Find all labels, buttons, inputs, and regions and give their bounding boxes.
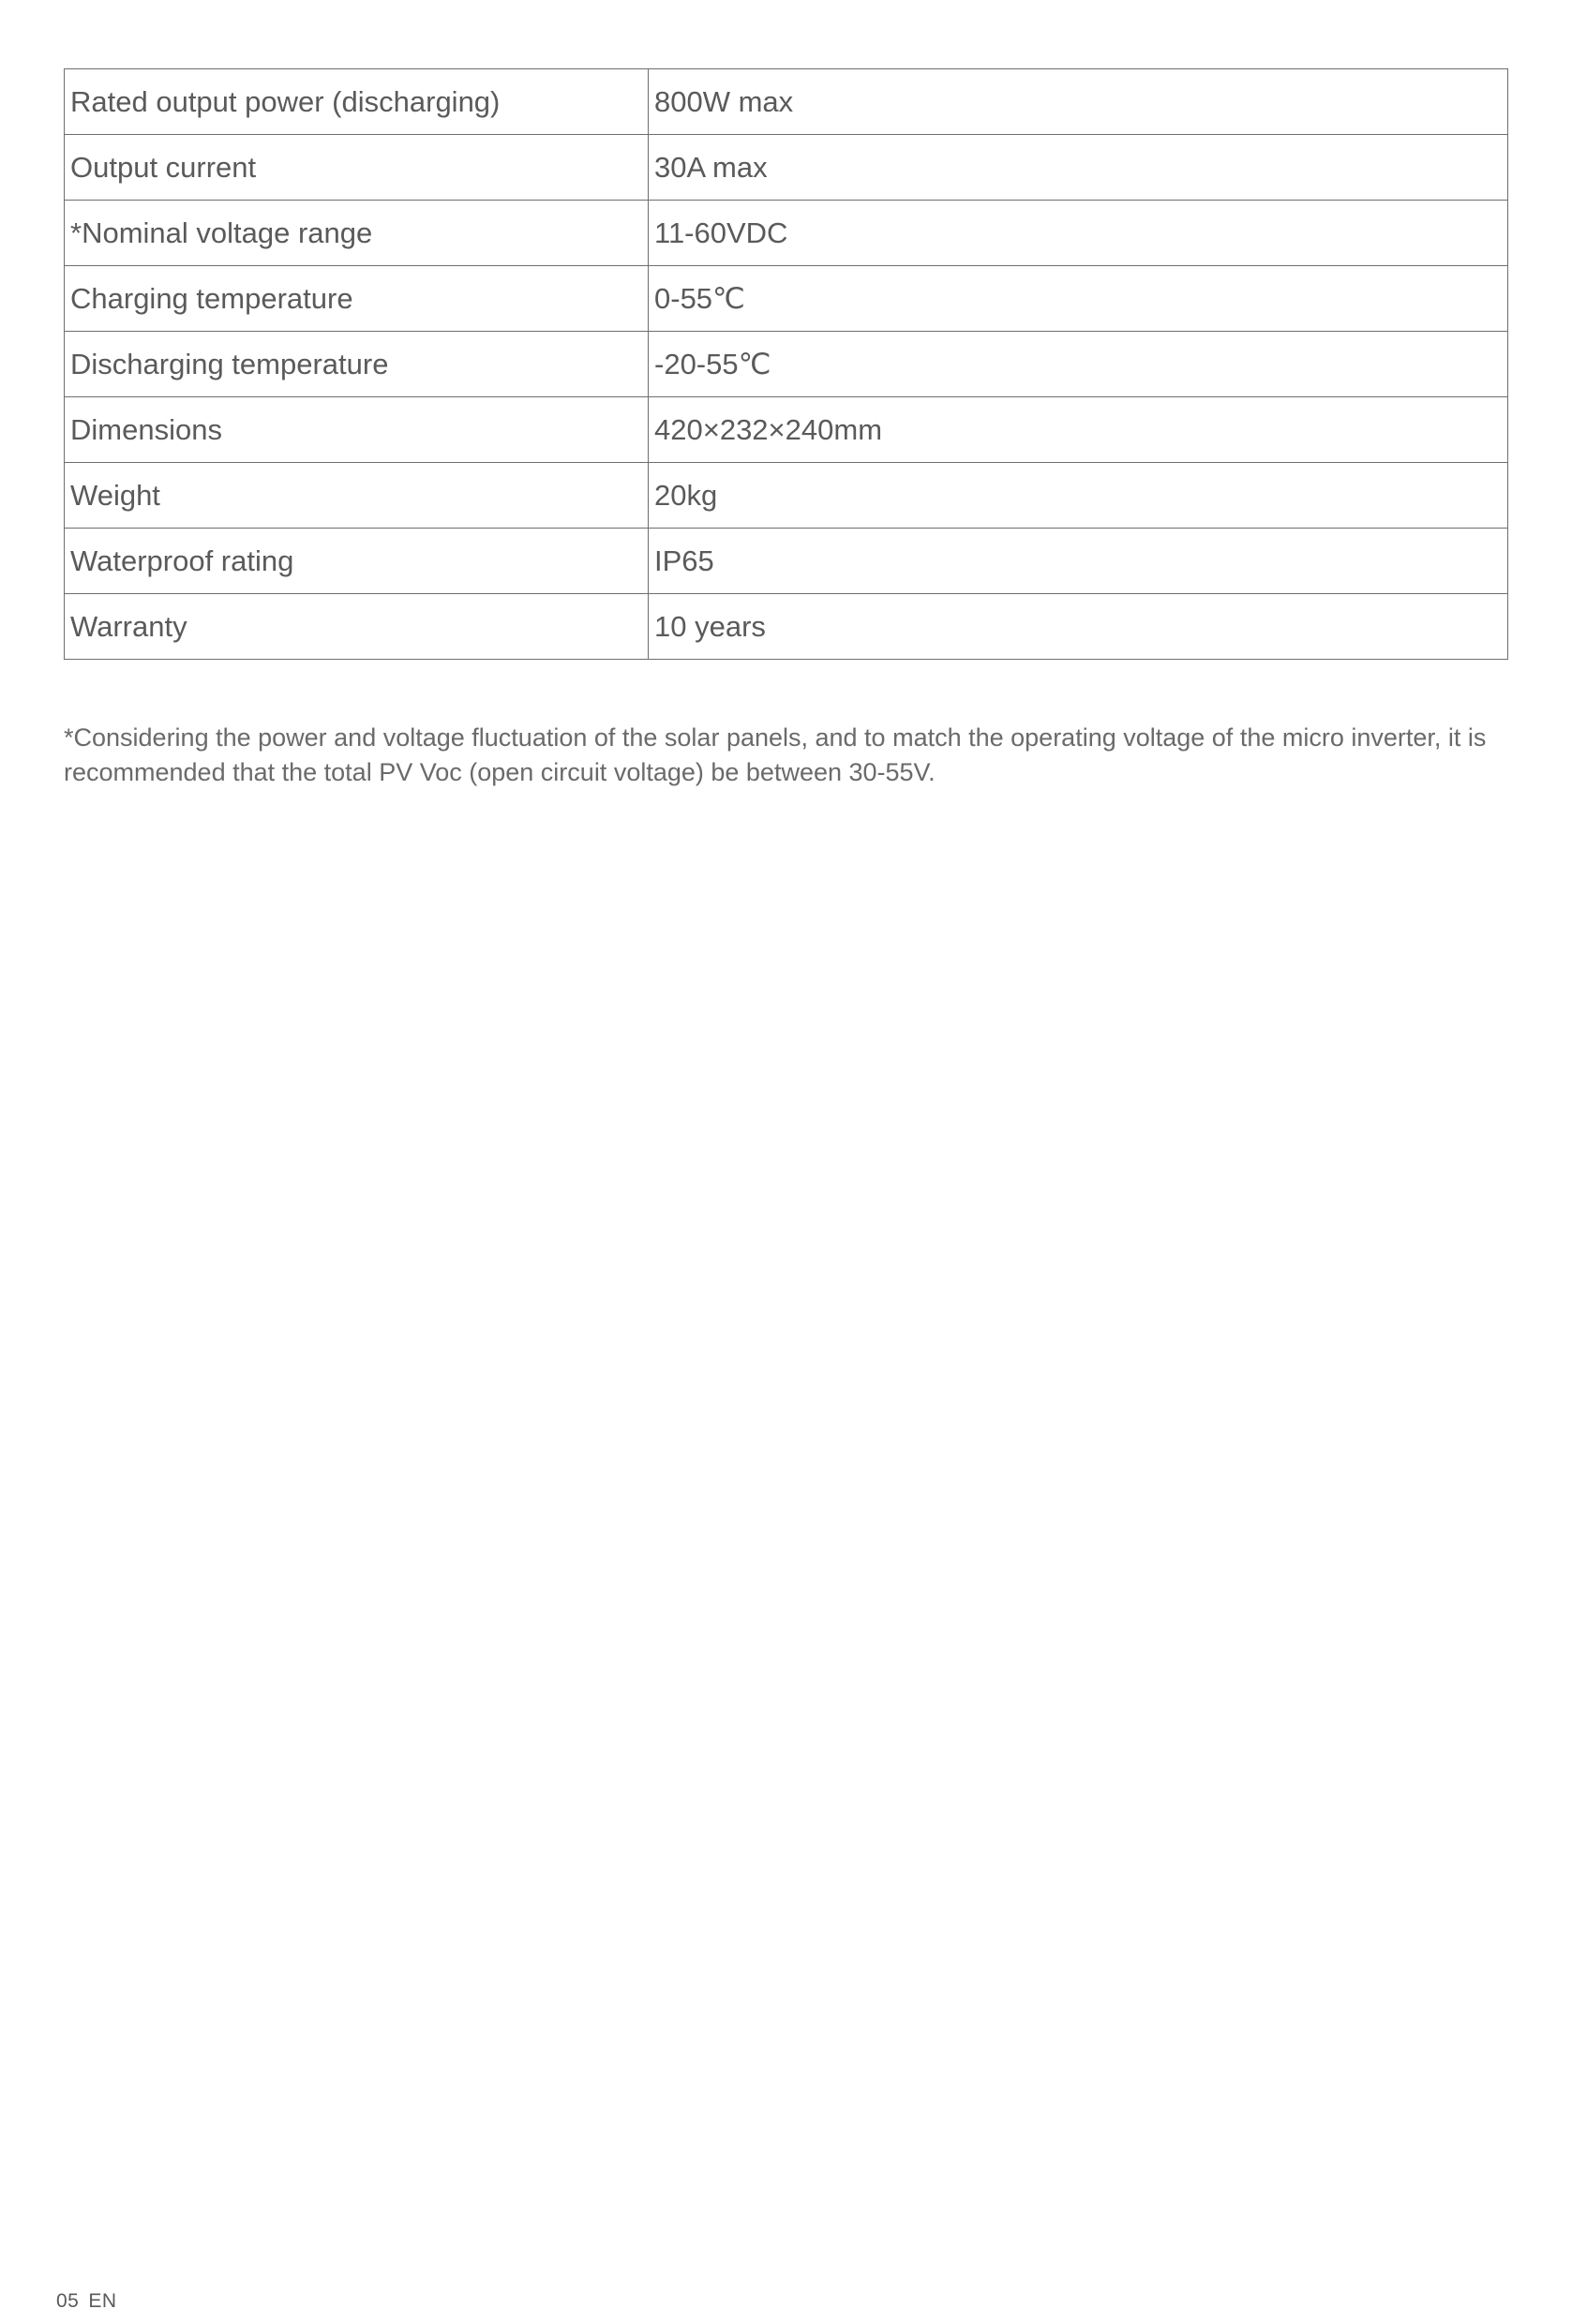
language-code: EN <box>88 2290 117 2312</box>
table-row <box>65 266 1508 332</box>
spec-label: Warranty <box>65 594 649 660</box>
spec-label: *Nominal voltage range <box>65 201 649 266</box>
spec-value: 10 years <box>649 594 1508 660</box>
spec-value: 30A max <box>649 135 1508 201</box>
table-row <box>65 332 1508 397</box>
table-row <box>65 594 1508 660</box>
spec-label: Output current <box>65 135 649 201</box>
table-row <box>65 201 1508 266</box>
spec-value: -20-55℃ <box>649 332 1508 397</box>
page-footer <box>56 2290 117 2313</box>
table-row <box>65 69 1508 135</box>
spec-table-body <box>65 69 1508 660</box>
spec-value: 11-60VDC <box>649 201 1508 266</box>
spec-label: Rated output power (discharging) <box>65 69 649 135</box>
spec-value: 20kg <box>649 463 1508 529</box>
spec-label: Charging temperature <box>65 266 649 332</box>
spec-label: Discharging temperature <box>65 332 649 397</box>
spec-value: 800W max <box>649 69 1508 135</box>
spec-value: 420×232×240mm <box>649 397 1508 463</box>
page-number: 05 <box>56 2290 80 2312</box>
spec-label: Waterproof rating <box>65 529 649 594</box>
spec-label: Weight <box>65 463 649 529</box>
table-row <box>65 135 1508 201</box>
spec-value: 0-55℃ <box>649 266 1508 332</box>
table-row <box>65 529 1508 594</box>
spec-value: IP65 <box>649 529 1508 594</box>
footnote: *Considering the power and voltage fluctuation of the solar panels, and to match the operating voltage of the micro inverter, it is recommended that the total PV Voc (open circuit voltage) be between 30-55V. <box>64 723 1487 786</box>
spec-label: Dimensions <box>65 397 649 463</box>
table-row <box>65 463 1508 529</box>
spec-table <box>64 68 1508 660</box>
table-row <box>65 397 1508 463</box>
